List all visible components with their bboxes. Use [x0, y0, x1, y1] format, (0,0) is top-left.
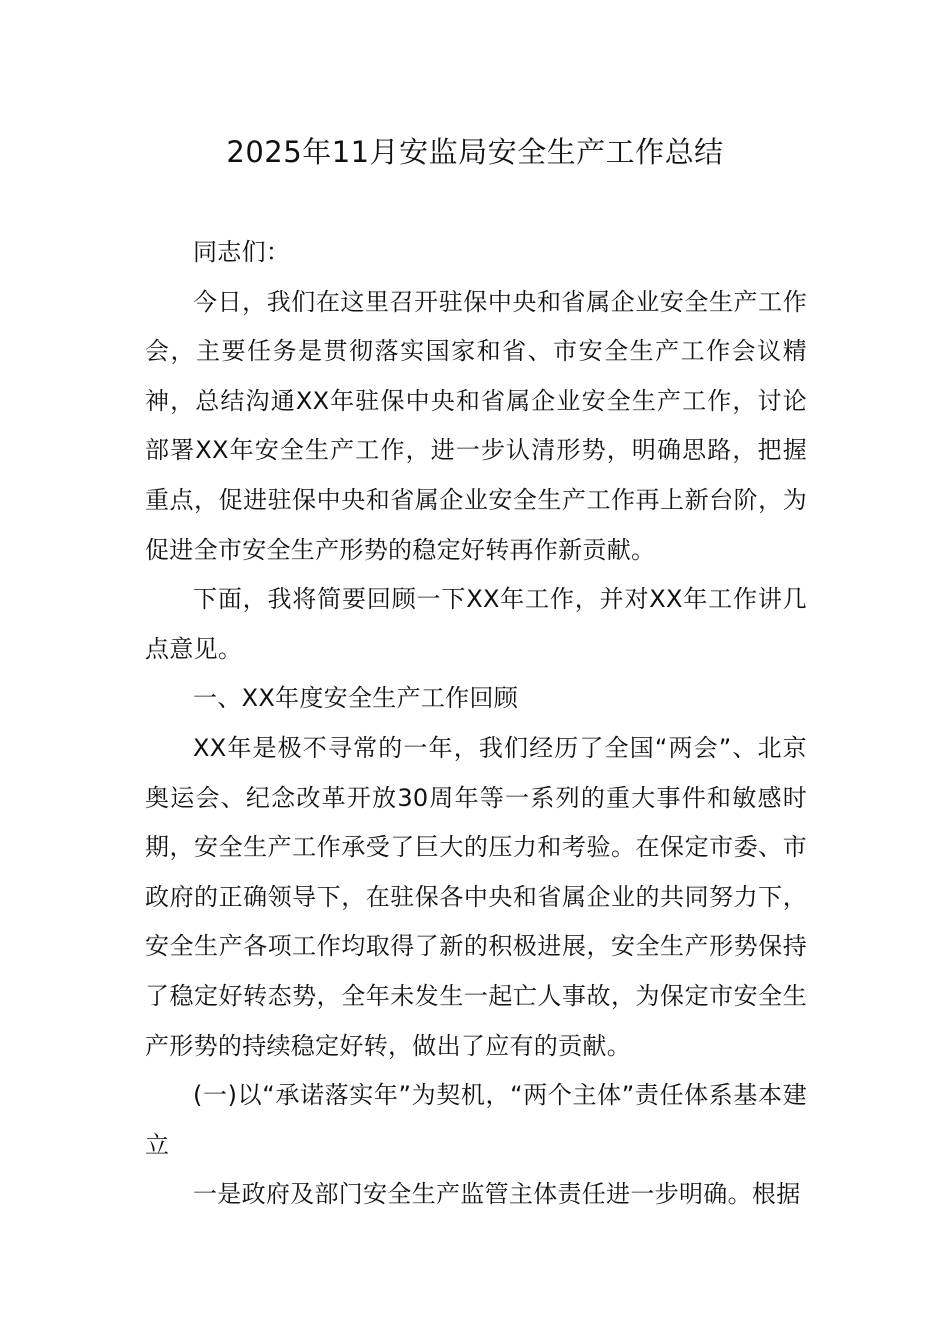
subsection-heading: (一)以“承诺落实年”为契机，“两个主体”责任体系基本建立	[145, 1081, 807, 1159]
point-paragraph: 一是政府及部门安全生产监管主体责任进一步明确。根据	[193, 1180, 801, 1209]
outline-paragraph: 下面，我将简要回顾一下XX年工作，并对XX年工作讲几点意见。	[145, 585, 807, 663]
section-heading: 一、XX年度安全生产工作回顾	[193, 684, 519, 713]
intro-paragraph: 今日，我们在这里召开驻保中央和省属企业安全生产工作会，主要任务是贯彻落实国家和省、市安全生产工作会议精神，总结沟通XX年驻保中央和省属企业安全生产工作，讨论部署XX年安全生产工作，进一步认清形势，明确思路，把握重点，促进驻保中央和省属企业安全生产工作再上新台阶，为促进全市安全生产形势的稳定好转再作新贡献。	[145, 287, 807, 564]
document-title: 2025年11月安监局安全生产工作总结	[226, 135, 724, 169]
document-body	[145, 228, 807, 1220]
salutation-paragraph: 同志们：	[193, 238, 291, 266]
review-paragraph: XX年是极不寻常的一年，我们经历了全国“两会”、北京奥运会、纪念改革开放30周年等一系列的重大事件和敏感时期，安全生产工作承受了巨大的压力和考验。在保定市委、市政府的正确领导下，在驻保各中央和省属企业的共同努力下，安全生产各项工作均取得了新的积极进展，安全生产形势保持了稳定好转态势，全年未发生一起亡人事故，为保定市安全生产形势的持续稳定好转，做出了应有的贡献。	[145, 733, 807, 1060]
